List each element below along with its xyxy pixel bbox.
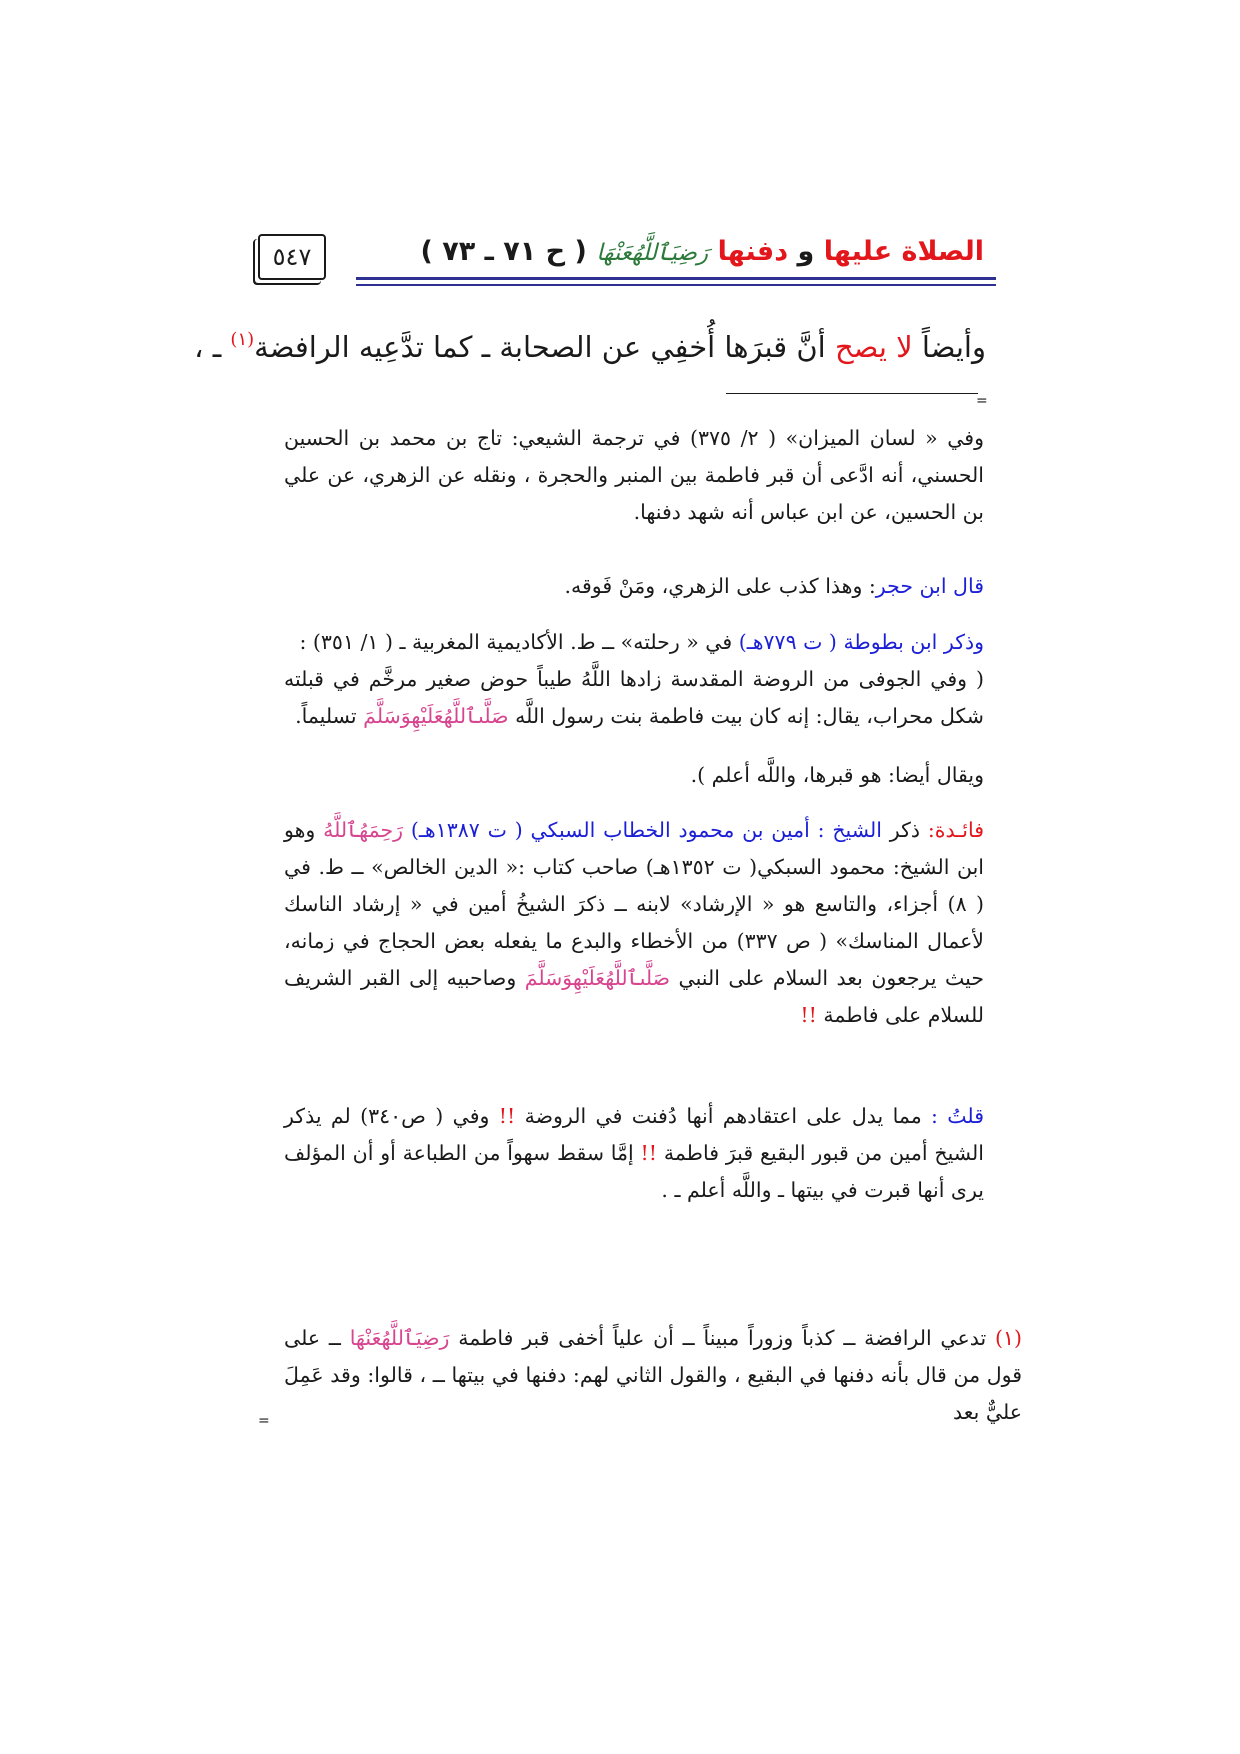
footnote-1-text-b: ــ على قول من قال بأنه دفنها في البقيع ، والقول الثاني لهم: دفنها في بيتها ــ ، قالوا: وقد عَمِلَ عليٌّ بعد (284, 1326, 1022, 1424)
faida-text-a: ذكر (881, 818, 928, 842)
ibn-hajar-label: قال ابن حجر (875, 574, 984, 598)
header-honorific: رَضِيَٱللَّهُعَنْهَا (596, 240, 709, 266)
quote-honorific: صَلَّىٱللَّهُعَلَيْهِوَسَلَّمَ (363, 704, 509, 728)
footnote-separator (726, 393, 978, 394)
quote-text-a: ( وفي الجوفى من الروضة المقدسة زادها اللَّهُ طيباً حوض صغير مرخَّم في قبلته شكل محراب، يقال: إنه كان بيت فاطمة بنت رسول اللَّه (284, 667, 984, 728)
header-rule-bottom (356, 284, 996, 286)
footnote-1 (284, 1320, 1022, 1431)
header-title-part3: دفنها (717, 236, 789, 267)
footnote-para-ibn-hajar (284, 568, 984, 605)
running-header-title (420, 236, 984, 267)
faida-text-b: وهو ابن الشيخ: محمود السبكي( ت ١٣٥٢هـ) صاحب كتاب :« الدين الخالص» ــ ط. في ( ٨) أجزاء، والتاسع هو « الإرشاد» لابنه ــ ذكرَ الشيخُ أمين في « إرشاد الناسك لأعمال المناسك» ( ص ٣٣٧) من الأخطاء والبدع ما يفعله بعض الحجاج في زمانه، حيث يرجعون بعد السلام على النبي (284, 818, 984, 990)
faida-label: فائـدة: (927, 818, 984, 842)
qultu-text-c: إمَّا سقط سهواً من الطباعة أو أن المؤلف يرى أنها قبرت في بيتها ـ واللَّه أعلم ـ . (284, 1141, 984, 1202)
qultu-exclamation-2: !! (640, 1141, 658, 1165)
main-text-emphasis: لا يصح (834, 330, 913, 364)
header-rule-top (356, 277, 996, 280)
ibn-battuta-text: في « رحلته» ــ ط. الأكاديمية المغربية ـ ( ١/ ٣٥١) : (299, 630, 739, 654)
footnote-1-honorific: رَضِيَٱللَّهُعَنْهَا (349, 1326, 450, 1350)
footnote-para-quote-end (284, 757, 984, 794)
page-number-box (258, 234, 326, 280)
page-number: ٥٤٧ (272, 243, 312, 271)
footnote-para-quote (284, 661, 984, 735)
footnote-para-faida (284, 812, 984, 1034)
footnote-1-text-a: تدعي الرافضة ــ كذباً وزوراً مبيناً ــ أن علياً أخفى قبر فاطمة (449, 1326, 995, 1350)
main-text-line (194, 316, 986, 371)
footnote-marker: (١) (230, 329, 255, 350)
quote-end-text: ويقال أيضا: هو قبرها، واللَّه أعلم ). (690, 763, 984, 787)
faida-honorific-2: صَلَّىٱللَّهُعَلَيْهِوَسَلَّمَ (524, 966, 671, 990)
faida-text-c: وصاحبيه إلى القبر الشريف للسلام على فاطمة (284, 966, 984, 1027)
footnote-para-qultu (284, 1098, 984, 1209)
footnote-para-1: وفي « لسان الميزان» ( ٢/ ٣٧٥) في ترجمة الشيعي: تاج بن محمد بن الحسين الحسني، أنه ادَّعى أن قبر فاطمة بين المنبر والحجرة ، ونقله عن الزهري، عن علي بن الحسين، عن ابن عباس أنه شهد دفنها. (284, 426, 984, 524)
qultu-text-a: مما يدل على اعتقادهم أنها دُفنت في الروضة (515, 1104, 932, 1128)
ibn-battuta-label: وذكر ابن بطوطة ( ت ٧٧٩هـ) (738, 630, 984, 654)
header-title-part1: الصلاة عليها (823, 236, 984, 267)
qultu-label: قلتُ : (931, 1104, 985, 1128)
main-text-part3: أنَّ قبرَها أُخفِي عن الصحابة ـ كما تدَّعِيه الرافضة (254, 330, 835, 364)
header-hadith-range: ( ح ٧١ ـ ٧٣ ) (420, 236, 587, 267)
footnote-para-lisan (284, 420, 984, 531)
faida-honorific-1: رَحِمَهُٱللَّهُ (323, 818, 404, 842)
footnote-1-number: (١) (994, 1326, 1022, 1350)
continuation-mark-bottom: = (258, 1413, 270, 1429)
continuation-mark-top: = (976, 393, 988, 409)
quote-text-b: تسليماً. (295, 704, 364, 728)
footnote-para-ibn-battuta (284, 624, 984, 661)
faida-sheikh-name: الشيخ : أمين بن محمود الخطاب السبكي ( ت ١٣٨٧هـ) (410, 818, 882, 842)
header-title-conjunction: و (797, 236, 815, 267)
qultu-text-b: وفي ( ص٣٤٠) لم يذكر الشيخ أمين من قبور البقيع قبرَ فاطمة (284, 1104, 984, 1165)
main-text-part1: وأيضاً (912, 330, 986, 364)
faida-exclamation: !! (800, 1003, 817, 1027)
qultu-exclamation-1: !! (498, 1104, 516, 1128)
ibn-hajar-text: : وهذا كذب على الزهري، ومَنْ فَوقه. (564, 574, 876, 598)
main-text-part4: ـ ، (194, 330, 231, 364)
